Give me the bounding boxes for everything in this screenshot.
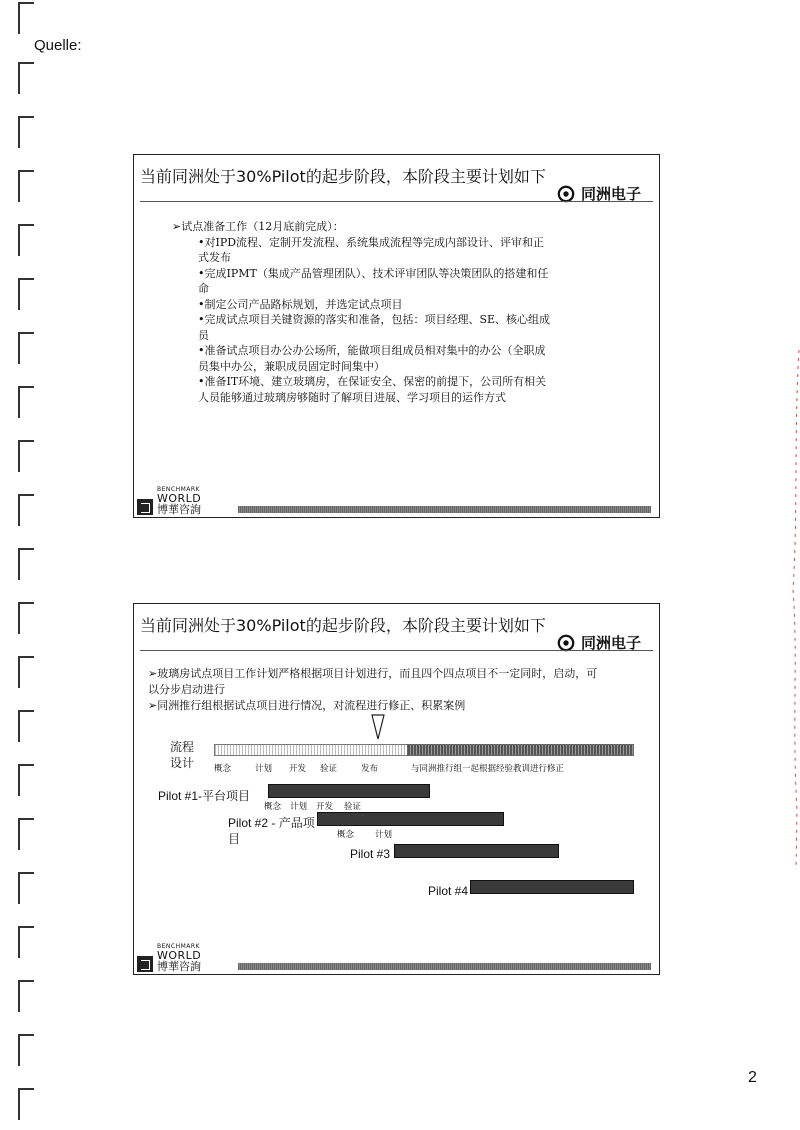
phase-label: 验证: [344, 802, 362, 812]
process-bar-completed: [214, 744, 409, 756]
phase-label: 开发: [316, 802, 334, 812]
logo-chinese-text: 博華咨詢: [157, 960, 201, 973]
logo-small-text: BENCHMARK: [157, 486, 200, 493]
benchmark-world-logo: [137, 487, 201, 515]
list-item: •准备试点项目办公办公场所，能做项目组成员相对集中的办公（全职成员集中办公，兼职成员固定时间集中）: [198, 344, 546, 373]
logo-text: 同洲电子: [580, 185, 641, 203]
logo-world-text: WORLD: [157, 949, 202, 962]
process-label-1: 流程: [170, 740, 195, 754]
pilot-1-bar: [268, 784, 430, 798]
list-item: •准备IT环境、建立玻璃房，在保证安全、保密的前提下，公司所有相关人员能够通过玻璃房够随时了解项目进展、学习项目的运作方式: [198, 375, 547, 404]
section-heading: ➢试点准备工作（12月底前完成）：: [172, 220, 344, 233]
benchmark-logo-icon: [137, 499, 153, 515]
tongzhou-logo-icon: [557, 185, 575, 203]
phase-label: 计划: [290, 802, 308, 812]
benchmark-world-logo: [137, 944, 201, 972]
slide2-body: [148, 666, 608, 714]
footer-bar: [238, 963, 651, 970]
process-bar-pending: [407, 744, 634, 756]
pilot-4-label: Pilot #4: [428, 884, 469, 898]
footer-bar: [238, 506, 651, 513]
list-item: •完成试点项目关键资源的落实和准备，包括：项目经理、SE、核心组成员: [198, 313, 551, 342]
process-label-2: 设计: [170, 756, 195, 770]
pilot-1-label: Pilot #1-平台项目: [158, 789, 251, 803]
tongzhou-logo-icon: [557, 634, 575, 652]
phase-label: 计划: [255, 764, 273, 774]
pilot-2-label: Pilot #2 - 产品项: [228, 816, 315, 830]
list-item: •对IPD流程、定制开发流程、系统集成流程等完成内部设计、评审和正式发布: [198, 235, 545, 264]
slide-title: 当前同洲处于30%Pilot的起步阶段，本阶段主要计划如下: [140, 167, 546, 186]
phase-label: 验证: [320, 764, 338, 774]
phase-label: 计划: [375, 830, 393, 840]
logo-chinese-text: 博華咨詢: [157, 503, 201, 516]
current-stage-arrow-icon: [371, 714, 385, 740]
pilot-2-bar: [317, 812, 504, 826]
red-margin-mark: [790, 350, 800, 870]
plan-line-2: ➢同洲推行组根据试点项目进行情况，对流程进行修正、积累案例: [148, 699, 466, 712]
title-divider: [140, 201, 653, 202]
phase-label: 开发: [289, 764, 307, 774]
list-item: •完成IPMT（集成产品管理团队）、技术评审团队等决策团队的搭建和任命: [198, 266, 549, 295]
slide-title: 当前同洲处于30%Pilot的起步阶段，本阶段主要计划如下: [140, 616, 546, 635]
slide1-body: [172, 219, 552, 405]
plan-line-1: ➢玻璃房试点项目工作计划严格根据项目计划进行，而且四个四点项目不一定同时，启动，可以分步启动进行: [148, 667, 598, 696]
logo-world-text: WORLD: [157, 492, 202, 505]
slide-2: [133, 603, 660, 975]
list-item: •制定公司产品路标规划，并选定试点项目: [198, 297, 403, 311]
phase-label: 发布: [361, 764, 379, 774]
title-divider: [140, 650, 653, 651]
pilot-3-bar: [394, 844, 559, 858]
logo-small-text: BENCHMARK: [157, 943, 200, 950]
pilot-3-label: Pilot #3: [350, 847, 391, 861]
phase-label: 概念: [337, 830, 355, 840]
source-label: Quelle:: [34, 37, 82, 54]
benchmark-logo-icon: [137, 956, 153, 972]
phase-label: 概念: [214, 764, 232, 774]
process-note: 与同洲推行组一起根据经验教训进行修正: [411, 764, 565, 774]
slide-1: [133, 154, 660, 518]
pilot-4-bar: [470, 880, 634, 894]
logo-text: 同洲电子: [580, 634, 641, 652]
page-number: 2: [748, 1069, 757, 1086]
pilot-2-label-wrap: 目: [228, 832, 241, 846]
phase-label: 概念: [264, 802, 282, 812]
